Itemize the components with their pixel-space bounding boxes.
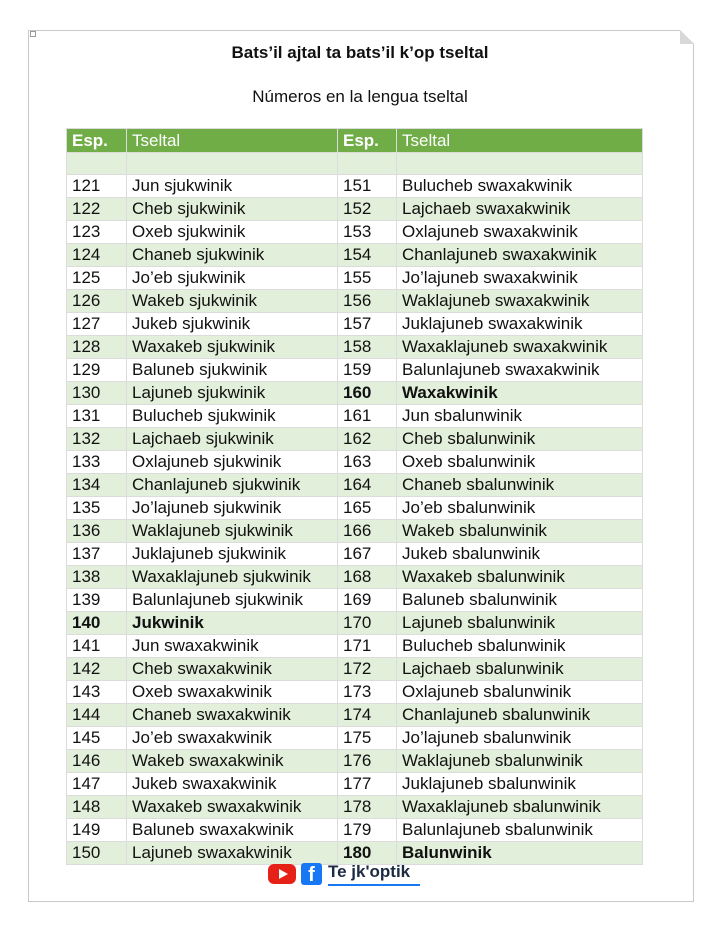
tseltal-cell: Waxaklajuneb swaxakwinik xyxy=(397,336,643,359)
tseltal-cell: Jukwinik xyxy=(127,612,338,635)
tseltal-cell: Balunlajuneb sjukwinik xyxy=(127,589,338,612)
page-fold xyxy=(680,30,694,44)
number-cell: 122 xyxy=(67,198,127,221)
number-cell: 170 xyxy=(338,612,397,635)
tseltal-cell: Waklajuneb sbalunwinik xyxy=(397,750,643,773)
number-cell: 164 xyxy=(338,474,397,497)
number-cell: 121 xyxy=(67,175,127,198)
tseltal-cell: Waxaklajuneb sbalunwinik xyxy=(397,796,643,819)
tseltal-cell: Bulucheb sjukwinik xyxy=(127,405,338,428)
tseltal-cell: Lajchaeb swaxakwinik xyxy=(397,198,643,221)
tseltal-cell: Oxeb sbalunwinik xyxy=(397,451,643,474)
number-cell: 161 xyxy=(338,405,397,428)
tseltal-cell: Waxaklajuneb sjukwinik xyxy=(127,566,338,589)
empty-cell xyxy=(67,153,127,175)
tseltal-cell: Wakeb swaxakwinik xyxy=(127,750,338,773)
tseltal-cell: Waxakeb sbalunwinik xyxy=(397,566,643,589)
tseltal-cell: Jo’lajuneb sjukwinik xyxy=(127,497,338,520)
tseltal-cell: Oxeb sjukwinik xyxy=(127,221,338,244)
header-esp-right: Esp. xyxy=(338,129,397,153)
number-cell: 168 xyxy=(338,566,397,589)
empty-cell xyxy=(397,153,643,175)
tseltal-cell: Waxakwinik xyxy=(397,382,643,405)
number-cell: 149 xyxy=(67,819,127,842)
tseltal-cell: Wakeb sjukwinik xyxy=(127,290,338,313)
number-cell: 139 xyxy=(67,589,127,612)
number-cell: 171 xyxy=(338,635,397,658)
tseltal-cell: Waxakeb sjukwinik xyxy=(127,336,338,359)
number-cell: 174 xyxy=(338,704,397,727)
number-cell: 173 xyxy=(338,681,397,704)
header-esp-left: Esp. xyxy=(67,129,127,153)
tseltal-cell: Balunlajuneb swaxakwinik xyxy=(397,359,643,382)
table-row xyxy=(67,819,643,842)
number-cell: 134 xyxy=(67,474,127,497)
table-row xyxy=(67,405,643,428)
tseltal-cell: Oxlajuneb swaxakwinik xyxy=(397,221,643,244)
number-cell: 155 xyxy=(338,267,397,290)
table-row xyxy=(67,474,643,497)
number-cell: 145 xyxy=(67,727,127,750)
number-cell: 144 xyxy=(67,704,127,727)
table-row xyxy=(67,727,643,750)
tseltal-cell: Lajchaeb sjukwinik xyxy=(127,428,338,451)
table-row xyxy=(67,658,643,681)
tseltal-cell: Jukeb sjukwinik xyxy=(127,313,338,336)
number-cell: 132 xyxy=(67,428,127,451)
number-cell: 178 xyxy=(338,796,397,819)
tseltal-cell: Lajuneb sjukwinik xyxy=(127,382,338,405)
table-row xyxy=(67,773,643,796)
table-header-row xyxy=(67,129,643,153)
tseltal-cell: Jun swaxakwinik xyxy=(127,635,338,658)
facebook-icon: f xyxy=(301,863,322,885)
table-row xyxy=(67,704,643,727)
table-row xyxy=(67,566,643,589)
document-title: Bats’il ajtal ta bats’il k’op tseltal xyxy=(231,43,489,62)
tseltal-cell: Jo’eb sbalunwinik xyxy=(397,497,643,520)
number-cell: 153 xyxy=(338,221,397,244)
brand-name: Te jk'optik xyxy=(328,862,420,886)
number-cell: 152 xyxy=(338,198,397,221)
tseltal-cell: Lajchaeb sbalunwinik xyxy=(397,658,643,681)
number-cell: 138 xyxy=(67,566,127,589)
table-row xyxy=(67,428,643,451)
number-cell: 140 xyxy=(67,612,127,635)
tseltal-cell: Waklajuneb swaxakwinik xyxy=(397,290,643,313)
number-cell: 166 xyxy=(338,520,397,543)
table-row xyxy=(67,497,643,520)
number-cell: 124 xyxy=(67,244,127,267)
table-row xyxy=(67,589,643,612)
header-tseltal-left: Tseltal xyxy=(127,129,338,153)
table-row xyxy=(67,267,643,290)
tseltal-cell: Chanlajuneb sjukwinik xyxy=(127,474,338,497)
tseltal-cell: Jo’lajuneb sbalunwinik xyxy=(397,727,643,750)
corner-mark xyxy=(30,31,36,37)
tseltal-cell: Oxlajuneb sjukwinik xyxy=(127,451,338,474)
table-row xyxy=(67,198,643,221)
number-cell: 146 xyxy=(67,750,127,773)
tseltal-cell: Bulucheb swaxakwinik xyxy=(397,175,643,198)
tseltal-cell: Baluneb sjukwinik xyxy=(127,359,338,382)
tseltal-cell: Waklajuneb sjukwinik xyxy=(127,520,338,543)
tseltal-cell: Juklajuneb swaxakwinik xyxy=(397,313,643,336)
tseltal-cell: Chanlajuneb swaxakwinik xyxy=(397,244,643,267)
tseltal-cell: Chaneb sjukwinik xyxy=(127,244,338,267)
number-cell: 151 xyxy=(338,175,397,198)
number-cell: 135 xyxy=(67,497,127,520)
table-row xyxy=(67,543,643,566)
table-row xyxy=(67,382,643,405)
tseltal-cell: Jo’eb sjukwinik xyxy=(127,267,338,290)
number-cell: 129 xyxy=(67,359,127,382)
table-row xyxy=(67,635,643,658)
number-cell: 177 xyxy=(338,773,397,796)
tseltal-cell: Chanlajuneb sbalunwinik xyxy=(397,704,643,727)
number-cell: 175 xyxy=(338,727,397,750)
number-cell: 128 xyxy=(67,336,127,359)
table-row xyxy=(67,681,643,704)
empty-cell xyxy=(338,153,397,175)
number-cell: 143 xyxy=(67,681,127,704)
number-cell: 131 xyxy=(67,405,127,428)
empty-row xyxy=(67,153,643,175)
number-cell: 159 xyxy=(338,359,397,382)
number-cell: 154 xyxy=(338,244,397,267)
number-cell: 167 xyxy=(338,543,397,566)
number-cell: 160 xyxy=(338,382,397,405)
number-cell: 123 xyxy=(67,221,127,244)
tseltal-cell: Juklajuneb sjukwinik xyxy=(127,543,338,566)
tseltal-cell: Oxeb swaxakwinik xyxy=(127,681,338,704)
youtube-icon xyxy=(268,864,296,884)
table-row xyxy=(67,359,643,382)
tseltal-cell: Jukeb sbalunwinik xyxy=(397,543,643,566)
table-row xyxy=(67,221,643,244)
tseltal-cell: Cheb swaxakwinik xyxy=(127,658,338,681)
number-cell: 179 xyxy=(338,819,397,842)
tseltal-cell: Cheb sbalunwinik xyxy=(397,428,643,451)
number-cell: 172 xyxy=(338,658,397,681)
table-row xyxy=(67,451,643,474)
number-cell: 137 xyxy=(67,543,127,566)
number-cell: 125 xyxy=(67,267,127,290)
number-cell: 136 xyxy=(67,520,127,543)
tseltal-cell: Lajuneb swaxakwinik xyxy=(127,842,338,865)
number-cell: 165 xyxy=(338,497,397,520)
tseltal-cell: Baluneb swaxakwinik xyxy=(127,819,338,842)
tseltal-cell: Chaneb sbalunwinik xyxy=(397,474,643,497)
table-row xyxy=(67,313,643,336)
number-cell: 148 xyxy=(67,796,127,819)
table-row xyxy=(67,175,643,198)
number-cell: 142 xyxy=(67,658,127,681)
number-cell: 180 xyxy=(338,842,397,865)
number-cell: 169 xyxy=(338,589,397,612)
tseltal-cell: Jun sjukwinik xyxy=(127,175,338,198)
number-cell: 157 xyxy=(338,313,397,336)
number-cell: 147 xyxy=(67,773,127,796)
empty-cell xyxy=(127,153,338,175)
table-row xyxy=(67,336,643,359)
table-row xyxy=(67,520,643,543)
tseltal-cell: Baluneb sbalunwinik xyxy=(397,589,643,612)
numbers-table xyxy=(66,128,643,865)
number-cell: 156 xyxy=(338,290,397,313)
number-cell: 126 xyxy=(67,290,127,313)
tseltal-cell: Waxakeb swaxakwinik xyxy=(127,796,338,819)
tseltal-cell: Oxlajuneb sbalunwinik xyxy=(397,681,643,704)
tseltal-cell: Cheb sjukwinik xyxy=(127,198,338,221)
number-cell: 158 xyxy=(338,336,397,359)
number-cell: 130 xyxy=(67,382,127,405)
tseltal-cell: Wakeb sbalunwinik xyxy=(397,520,643,543)
tseltal-cell: Balunlajuneb sbalunwinik xyxy=(397,819,643,842)
tseltal-cell: Jo’lajuneb swaxakwinik xyxy=(397,267,643,290)
table-row xyxy=(67,612,643,635)
table-row xyxy=(67,290,643,313)
tseltal-cell: Juklajuneb sbalunwinik xyxy=(397,773,643,796)
number-cell: 176 xyxy=(338,750,397,773)
number-cell: 150 xyxy=(67,842,127,865)
tseltal-cell: Bulucheb sbalunwinik xyxy=(397,635,643,658)
document-subtitle: Números en la lengua tseltal xyxy=(252,87,468,106)
number-cell: 162 xyxy=(338,428,397,451)
number-cell: 163 xyxy=(338,451,397,474)
tseltal-cell: Balunwinik xyxy=(397,842,643,865)
number-cell: 127 xyxy=(67,313,127,336)
footer-logo xyxy=(268,862,420,886)
tseltal-cell: Chaneb swaxakwinik xyxy=(127,704,338,727)
table-row xyxy=(67,244,643,267)
number-cell: 133 xyxy=(67,451,127,474)
tseltal-cell: Jukeb swaxakwinik xyxy=(127,773,338,796)
tseltal-cell: Jo’eb swaxakwinik xyxy=(127,727,338,750)
table-row xyxy=(67,750,643,773)
tseltal-cell: Lajuneb sbalunwinik xyxy=(397,612,643,635)
tseltal-cell: Jun sbalunwinik xyxy=(397,405,643,428)
header-tseltal-right: Tseltal xyxy=(397,129,643,153)
number-cell: 141 xyxy=(67,635,127,658)
table-row xyxy=(67,796,643,819)
